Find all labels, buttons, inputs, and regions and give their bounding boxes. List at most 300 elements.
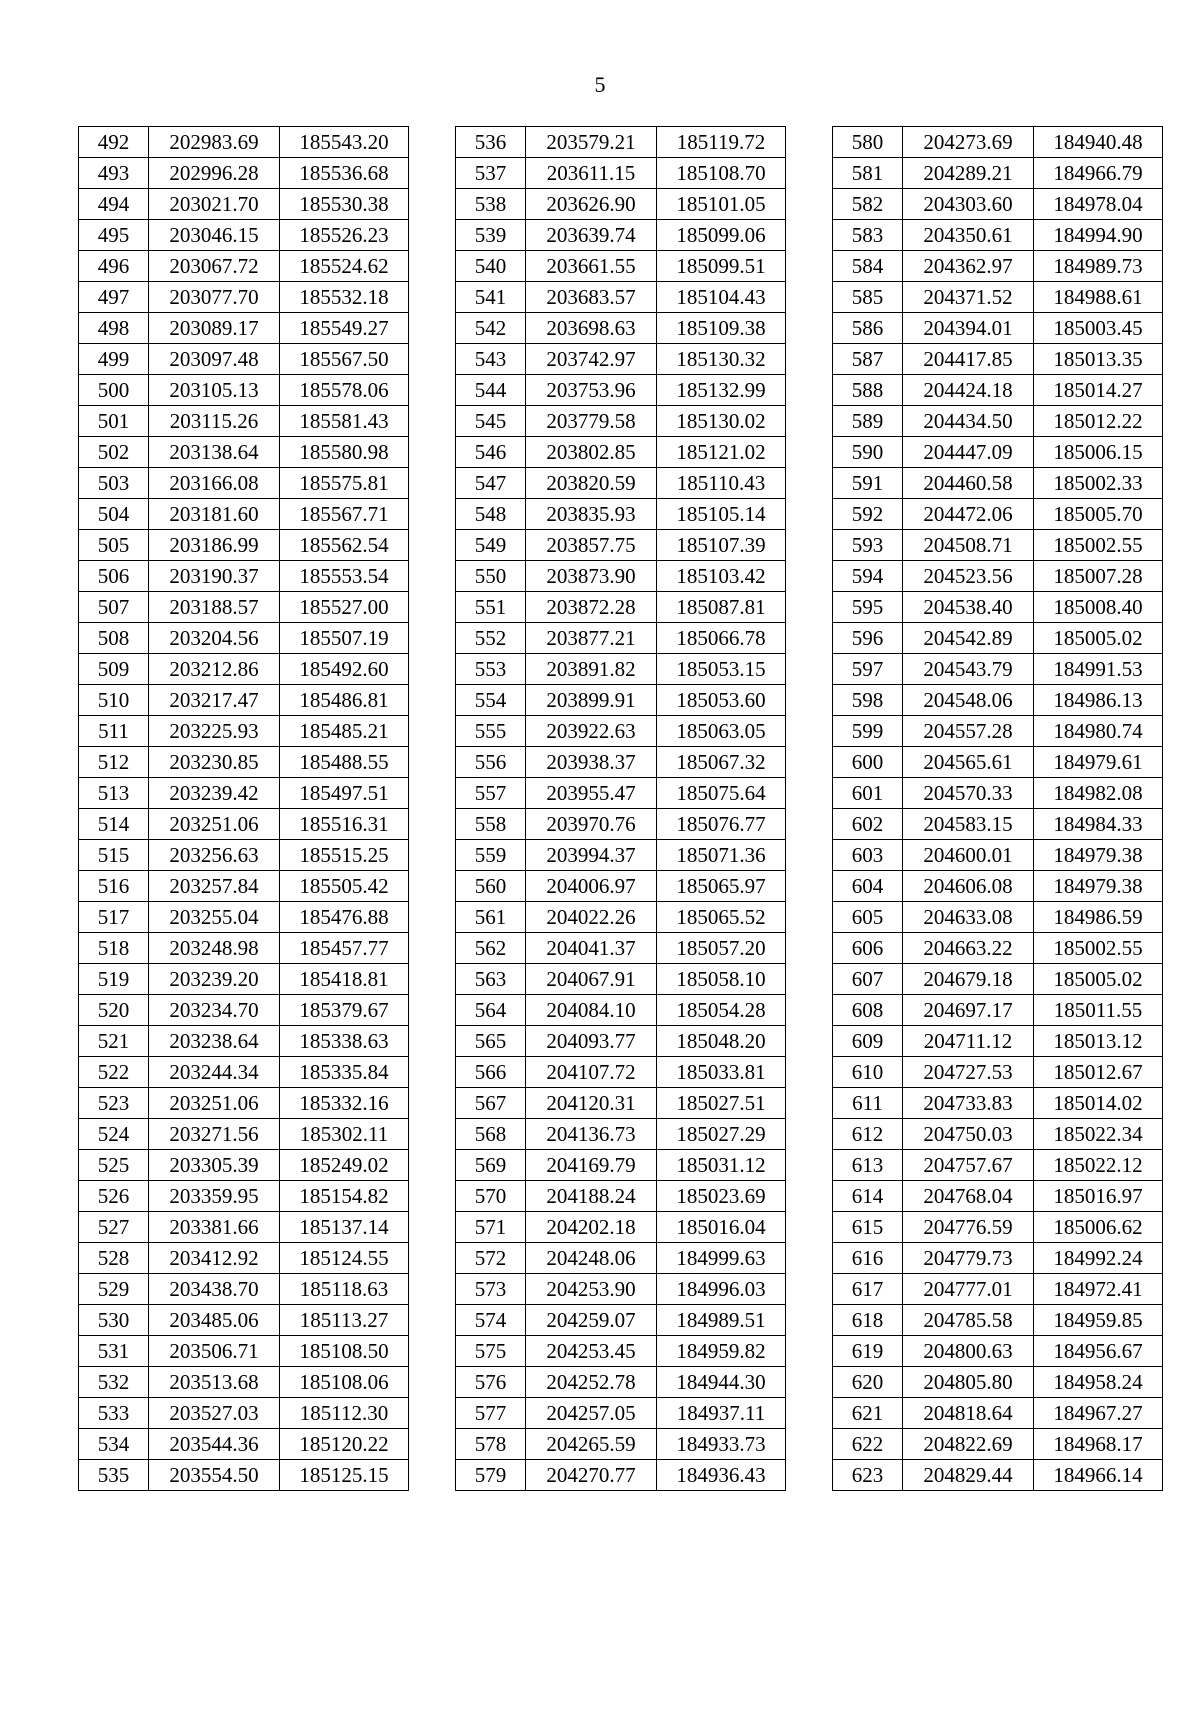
point-number-cell: 569: [456, 1150, 526, 1181]
x-coordinate-cell: 203412.92: [149, 1243, 280, 1274]
y-coordinate-cell: 184959.82: [657, 1336, 786, 1367]
y-coordinate-cell: 185110.43: [657, 468, 786, 499]
table-row: [833, 1398, 1163, 1429]
x-coordinate-cell: 203089.17: [149, 313, 280, 344]
x-coordinate-cell: 204265.59: [526, 1429, 657, 1460]
y-coordinate-cell: 185006.62: [1034, 1212, 1163, 1243]
point-number-cell: 551: [456, 592, 526, 623]
x-coordinate-cell: 204136.73: [526, 1119, 657, 1150]
table-row: [456, 964, 786, 995]
x-coordinate-cell: 203698.63: [526, 313, 657, 344]
table-row: [833, 1460, 1163, 1491]
y-coordinate-cell: 184994.90: [1034, 220, 1163, 251]
x-coordinate-cell: 204394.01: [903, 313, 1034, 344]
point-number-cell: 591: [833, 468, 903, 499]
point-number-cell: 546: [456, 437, 526, 468]
y-coordinate-cell: 185014.27: [1034, 375, 1163, 406]
point-number-cell: 506: [79, 561, 149, 592]
y-coordinate-cell: 185113.27: [280, 1305, 409, 1336]
x-coordinate-cell: 204257.05: [526, 1398, 657, 1429]
y-coordinate-cell: 184982.08: [1034, 778, 1163, 809]
coordinate-table-body: [833, 127, 1163, 1491]
y-coordinate-cell: 185515.25: [280, 840, 409, 871]
x-coordinate-cell: 202996.28: [149, 158, 280, 189]
point-number-cell: 600: [833, 747, 903, 778]
point-number-cell: 566: [456, 1057, 526, 1088]
point-number-cell: 590: [833, 437, 903, 468]
x-coordinate-cell: 204303.60: [903, 189, 1034, 220]
table-row: [833, 437, 1163, 468]
table-row: [79, 1181, 409, 1212]
point-number-cell: 595: [833, 592, 903, 623]
table-row: [79, 1243, 409, 1274]
y-coordinate-cell: 185065.52: [657, 902, 786, 933]
table-row: [456, 437, 786, 468]
x-coordinate-cell: 203255.04: [149, 902, 280, 933]
point-number-cell: 514: [79, 809, 149, 840]
point-number-cell: 613: [833, 1150, 903, 1181]
x-coordinate-cell: 204583.15: [903, 809, 1034, 840]
x-coordinate-cell: 204202.18: [526, 1212, 657, 1243]
point-number-cell: 605: [833, 902, 903, 933]
table-row: [833, 406, 1163, 437]
x-coordinate-cell: 204785.58: [903, 1305, 1034, 1336]
x-coordinate-cell: 204350.61: [903, 220, 1034, 251]
table-row: [833, 1119, 1163, 1150]
table-row: [456, 1057, 786, 1088]
x-coordinate-cell: 203579.21: [526, 127, 657, 158]
table-row: [456, 375, 786, 406]
point-number-cell: 525: [79, 1150, 149, 1181]
table-row: [833, 1274, 1163, 1305]
x-coordinate-cell: 203779.58: [526, 406, 657, 437]
table-row: [79, 1305, 409, 1336]
point-number-cell: 616: [833, 1243, 903, 1274]
y-coordinate-cell: 185099.51: [657, 251, 786, 282]
y-coordinate-cell: 184980.74: [1034, 716, 1163, 747]
y-coordinate-cell: 185527.00: [280, 592, 409, 623]
y-coordinate-cell: 185058.10: [657, 964, 786, 995]
y-coordinate-cell: 185338.63: [280, 1026, 409, 1057]
x-coordinate-cell: 203234.70: [149, 995, 280, 1026]
y-coordinate-cell: 185013.12: [1034, 1026, 1163, 1057]
point-number-cell: 612: [833, 1119, 903, 1150]
x-coordinate-cell: 203251.06: [149, 1088, 280, 1119]
table-row: [456, 654, 786, 685]
y-coordinate-cell: 184991.53: [1034, 654, 1163, 685]
point-number-cell: 563: [456, 964, 526, 995]
point-number-cell: 532: [79, 1367, 149, 1398]
table-row: [833, 747, 1163, 778]
x-coordinate-cell: 204289.21: [903, 158, 1034, 189]
y-coordinate-cell: 185580.98: [280, 437, 409, 468]
y-coordinate-cell: 185057.20: [657, 933, 786, 964]
table-row: [456, 902, 786, 933]
table-row: [79, 592, 409, 623]
y-coordinate-cell: 185005.70: [1034, 499, 1163, 530]
x-coordinate-cell: 203115.26: [149, 406, 280, 437]
y-coordinate-cell: 184933.73: [657, 1429, 786, 1460]
table-row: [456, 1460, 786, 1491]
point-number-cell: 574: [456, 1305, 526, 1336]
table-row: [833, 375, 1163, 406]
point-number-cell: 550: [456, 561, 526, 592]
y-coordinate-cell: 185002.55: [1034, 933, 1163, 964]
x-coordinate-cell: 204543.79: [903, 654, 1034, 685]
x-coordinate-cell: 203873.90: [526, 561, 657, 592]
x-coordinate-cell: 204818.64: [903, 1398, 1034, 1429]
point-number-cell: 567: [456, 1088, 526, 1119]
point-number-cell: 617: [833, 1274, 903, 1305]
point-number-cell: 611: [833, 1088, 903, 1119]
point-number-cell: 496: [79, 251, 149, 282]
y-coordinate-cell: 185012.22: [1034, 406, 1163, 437]
table-row: [456, 840, 786, 871]
x-coordinate-cell: 204757.67: [903, 1150, 1034, 1181]
table-row: [456, 1181, 786, 1212]
table-row: [456, 778, 786, 809]
y-coordinate-cell: 185087.81: [657, 592, 786, 623]
y-coordinate-cell: 185532.18: [280, 282, 409, 313]
y-coordinate-cell: 185488.55: [280, 747, 409, 778]
x-coordinate-cell: 203204.56: [149, 623, 280, 654]
table-row: [456, 561, 786, 592]
table-row: [456, 1336, 786, 1367]
y-coordinate-cell: 185075.64: [657, 778, 786, 809]
y-coordinate-cell: 185002.55: [1034, 530, 1163, 561]
table-row: [79, 1119, 409, 1150]
y-coordinate-cell: 184989.73: [1034, 251, 1163, 282]
table-row: [833, 1181, 1163, 1212]
point-number-cell: 564: [456, 995, 526, 1026]
table-row: [79, 344, 409, 375]
y-coordinate-cell: 185118.63: [280, 1274, 409, 1305]
point-number-cell: 497: [79, 282, 149, 313]
point-number-cell: 584: [833, 251, 903, 282]
point-number-cell: 503: [79, 468, 149, 499]
point-number-cell: 501: [79, 406, 149, 437]
table-row: [456, 406, 786, 437]
table-row: [79, 406, 409, 437]
table-row: [833, 995, 1163, 1026]
x-coordinate-cell: 204259.07: [526, 1305, 657, 1336]
y-coordinate-cell: 185011.55: [1034, 995, 1163, 1026]
point-number-cell: 589: [833, 406, 903, 437]
x-coordinate-cell: 203225.93: [149, 716, 280, 747]
point-number-cell: 560: [456, 871, 526, 902]
point-number-cell: 526: [79, 1181, 149, 1212]
table-row: [79, 220, 409, 251]
table-row: [833, 282, 1163, 313]
point-number-cell: 512: [79, 747, 149, 778]
point-number-cell: 614: [833, 1181, 903, 1212]
y-coordinate-cell: 185476.88: [280, 902, 409, 933]
y-coordinate-cell: 184989.51: [657, 1305, 786, 1336]
table-row: [833, 468, 1163, 499]
y-coordinate-cell: 185581.43: [280, 406, 409, 437]
point-number-cell: 562: [456, 933, 526, 964]
y-coordinate-cell: 185012.67: [1034, 1057, 1163, 1088]
y-coordinate-cell: 185065.97: [657, 871, 786, 902]
point-number-cell: 580: [833, 127, 903, 158]
table-row: [833, 1212, 1163, 1243]
y-coordinate-cell: 185121.02: [657, 437, 786, 468]
table-row: [456, 1119, 786, 1150]
y-coordinate-cell: 185027.51: [657, 1088, 786, 1119]
x-coordinate-cell: 203877.21: [526, 623, 657, 654]
point-number-cell: 604: [833, 871, 903, 902]
y-coordinate-cell: 184966.79: [1034, 158, 1163, 189]
y-coordinate-cell: 185130.02: [657, 406, 786, 437]
y-coordinate-cell: 184967.27: [1034, 1398, 1163, 1429]
point-number-cell: 533: [79, 1398, 149, 1429]
table-row: [456, 282, 786, 313]
table-row: [833, 1026, 1163, 1057]
y-coordinate-cell: 185543.20: [280, 127, 409, 158]
y-coordinate-cell: 185107.39: [657, 530, 786, 561]
point-number-cell: 615: [833, 1212, 903, 1243]
point-number-cell: 577: [456, 1398, 526, 1429]
table-row: [833, 1336, 1163, 1367]
x-coordinate-cell: 203381.66: [149, 1212, 280, 1243]
y-coordinate-cell: 184978.04: [1034, 189, 1163, 220]
y-coordinate-cell: 185002.33: [1034, 468, 1163, 499]
point-number-cell: 543: [456, 344, 526, 375]
point-number-cell: 572: [456, 1243, 526, 1274]
point-number-cell: 582: [833, 189, 903, 220]
x-coordinate-cell: 204270.77: [526, 1460, 657, 1491]
x-coordinate-cell: 204107.72: [526, 1057, 657, 1088]
table-row: [79, 1150, 409, 1181]
x-coordinate-cell: 204362.97: [903, 251, 1034, 282]
x-coordinate-cell: 203802.85: [526, 437, 657, 468]
table-row: [79, 437, 409, 468]
x-coordinate-cell: 204508.71: [903, 530, 1034, 561]
y-coordinate-cell: 185516.31: [280, 809, 409, 840]
table-row: [456, 158, 786, 189]
point-number-cell: 508: [79, 623, 149, 654]
y-coordinate-cell: 185008.40: [1034, 592, 1163, 623]
y-coordinate-cell: 185005.02: [1034, 964, 1163, 995]
table-row: [79, 933, 409, 964]
x-coordinate-cell: 203257.84: [149, 871, 280, 902]
x-coordinate-cell: 203626.90: [526, 189, 657, 220]
table-row: [79, 1088, 409, 1119]
x-coordinate-cell: 204633.08: [903, 902, 1034, 933]
y-coordinate-cell: 185485.21: [280, 716, 409, 747]
table-row: [456, 1026, 786, 1057]
x-coordinate-cell: 204733.83: [903, 1088, 1034, 1119]
x-coordinate-cell: 203181.60: [149, 499, 280, 530]
table-row: [456, 1398, 786, 1429]
table-row: [79, 778, 409, 809]
table-row: [79, 499, 409, 530]
table-row: [833, 809, 1163, 840]
x-coordinate-cell: 203239.20: [149, 964, 280, 995]
y-coordinate-cell: 185119.72: [657, 127, 786, 158]
x-coordinate-cell: 204093.77: [526, 1026, 657, 1057]
table-row: [456, 995, 786, 1026]
y-coordinate-cell: 184986.59: [1034, 902, 1163, 933]
table-row: [456, 313, 786, 344]
x-coordinate-cell: 204169.79: [526, 1150, 657, 1181]
x-coordinate-cell: 203639.74: [526, 220, 657, 251]
x-coordinate-cell: 203138.64: [149, 437, 280, 468]
point-number-cell: 620: [833, 1367, 903, 1398]
point-number-cell: 573: [456, 1274, 526, 1305]
point-number-cell: 510: [79, 685, 149, 716]
x-coordinate-cell: 203438.70: [149, 1274, 280, 1305]
x-coordinate-cell: 203244.34: [149, 1057, 280, 1088]
table-row: [79, 1274, 409, 1305]
table-row: [456, 1150, 786, 1181]
table-row: [79, 1398, 409, 1429]
x-coordinate-cell: 203077.70: [149, 282, 280, 313]
table-row: [833, 561, 1163, 592]
y-coordinate-cell: 185379.67: [280, 995, 409, 1026]
point-number-cell: 552: [456, 623, 526, 654]
y-coordinate-cell: 185099.06: [657, 220, 786, 251]
table-row: [79, 809, 409, 840]
coordinate-table-2: [455, 126, 786, 1491]
x-coordinate-cell: 204779.73: [903, 1243, 1034, 1274]
table-row: [79, 189, 409, 220]
coordinate-table-3: [832, 126, 1163, 1491]
y-coordinate-cell: 184968.17: [1034, 1429, 1163, 1460]
y-coordinate-cell: 184979.38: [1034, 871, 1163, 902]
x-coordinate-cell: 203955.47: [526, 778, 657, 809]
point-number-cell: 602: [833, 809, 903, 840]
point-number-cell: 565: [456, 1026, 526, 1057]
table-row: [79, 127, 409, 158]
y-coordinate-cell: 185575.81: [280, 468, 409, 499]
y-coordinate-cell: 185027.29: [657, 1119, 786, 1150]
x-coordinate-cell: 202983.69: [149, 127, 280, 158]
point-number-cell: 587: [833, 344, 903, 375]
y-coordinate-cell: 184958.24: [1034, 1367, 1163, 1398]
point-number-cell: 608: [833, 995, 903, 1026]
table-row: [79, 1429, 409, 1460]
y-coordinate-cell: 185103.42: [657, 561, 786, 592]
point-number-cell: 594: [833, 561, 903, 592]
x-coordinate-cell: 204253.45: [526, 1336, 657, 1367]
x-coordinate-cell: 204067.91: [526, 964, 657, 995]
x-coordinate-cell: 203105.13: [149, 375, 280, 406]
y-coordinate-cell: 185526.23: [280, 220, 409, 251]
table-row: [833, 1429, 1163, 1460]
x-coordinate-cell: 203544.36: [149, 1429, 280, 1460]
x-coordinate-cell: 203753.96: [526, 375, 657, 406]
x-coordinate-cell: 204371.52: [903, 282, 1034, 313]
point-number-cell: 618: [833, 1305, 903, 1336]
point-number-cell: 516: [79, 871, 149, 902]
x-coordinate-cell: 204697.17: [903, 995, 1034, 1026]
y-coordinate-cell: 185007.28: [1034, 561, 1163, 592]
point-number-cell: 511: [79, 716, 149, 747]
table-row: [833, 840, 1163, 871]
x-coordinate-cell: 204434.50: [903, 406, 1034, 437]
table-row: [456, 716, 786, 747]
point-number-cell: 522: [79, 1057, 149, 1088]
y-coordinate-cell: 184956.67: [1034, 1336, 1163, 1367]
y-coordinate-cell: 184984.33: [1034, 809, 1163, 840]
point-number-cell: 556: [456, 747, 526, 778]
point-number-cell: 498: [79, 313, 149, 344]
table-row: [456, 189, 786, 220]
table-row: [456, 530, 786, 561]
x-coordinate-cell: 203239.42: [149, 778, 280, 809]
y-coordinate-cell: 185031.12: [657, 1150, 786, 1181]
y-coordinate-cell: 185418.81: [280, 964, 409, 995]
x-coordinate-cell: 204768.04: [903, 1181, 1034, 1212]
y-coordinate-cell: 185066.78: [657, 623, 786, 654]
table-row: [79, 623, 409, 654]
table-row: [833, 623, 1163, 654]
y-coordinate-cell: 185536.68: [280, 158, 409, 189]
point-number-cell: 521: [79, 1026, 149, 1057]
point-number-cell: 519: [79, 964, 149, 995]
y-coordinate-cell: 184992.24: [1034, 1243, 1163, 1274]
table-row: [833, 902, 1163, 933]
x-coordinate-cell: 204565.61: [903, 747, 1034, 778]
table-row: [79, 1336, 409, 1367]
point-number-cell: 535: [79, 1460, 149, 1491]
y-coordinate-cell: 185053.60: [657, 685, 786, 716]
table-row: [833, 1243, 1163, 1274]
point-number-cell: 558: [456, 809, 526, 840]
y-coordinate-cell: 184999.63: [657, 1243, 786, 1274]
x-coordinate-cell: 203970.76: [526, 809, 657, 840]
y-coordinate-cell: 185507.19: [280, 623, 409, 654]
table-row: [79, 964, 409, 995]
x-coordinate-cell: 203188.57: [149, 592, 280, 623]
table-row: [79, 1026, 409, 1057]
y-coordinate-cell: 185108.70: [657, 158, 786, 189]
table-row: [79, 468, 409, 499]
y-coordinate-cell: 185067.32: [657, 747, 786, 778]
y-coordinate-cell: 184940.48: [1034, 127, 1163, 158]
x-coordinate-cell: 204542.89: [903, 623, 1034, 654]
y-coordinate-cell: 184986.13: [1034, 685, 1163, 716]
y-coordinate-cell: 185023.69: [657, 1181, 786, 1212]
y-coordinate-cell: 185071.36: [657, 840, 786, 871]
point-number-cell: 571: [456, 1212, 526, 1243]
x-coordinate-cell: 203251.06: [149, 809, 280, 840]
point-number-cell: 596: [833, 623, 903, 654]
y-coordinate-cell: 185505.42: [280, 871, 409, 902]
x-coordinate-cell: 203899.91: [526, 685, 657, 716]
table-row: [833, 189, 1163, 220]
y-coordinate-cell: 185053.15: [657, 654, 786, 685]
table-row: [456, 933, 786, 964]
y-coordinate-cell: 185549.27: [280, 313, 409, 344]
table-row: [79, 840, 409, 871]
table-row: [456, 1243, 786, 1274]
y-coordinate-cell: 185486.81: [280, 685, 409, 716]
table-row: [456, 220, 786, 251]
y-coordinate-cell: 185530.38: [280, 189, 409, 220]
y-coordinate-cell: 185109.38: [657, 313, 786, 344]
table-row: [833, 1367, 1163, 1398]
point-number-cell: 518: [79, 933, 149, 964]
point-number-cell: 568: [456, 1119, 526, 1150]
y-coordinate-cell: 185076.77: [657, 809, 786, 840]
y-coordinate-cell: 185154.82: [280, 1181, 409, 1212]
coordinate-table-1: [78, 126, 409, 1491]
point-number-cell: 621: [833, 1398, 903, 1429]
point-number-cell: 493: [79, 158, 149, 189]
y-coordinate-cell: 185125.15: [280, 1460, 409, 1491]
